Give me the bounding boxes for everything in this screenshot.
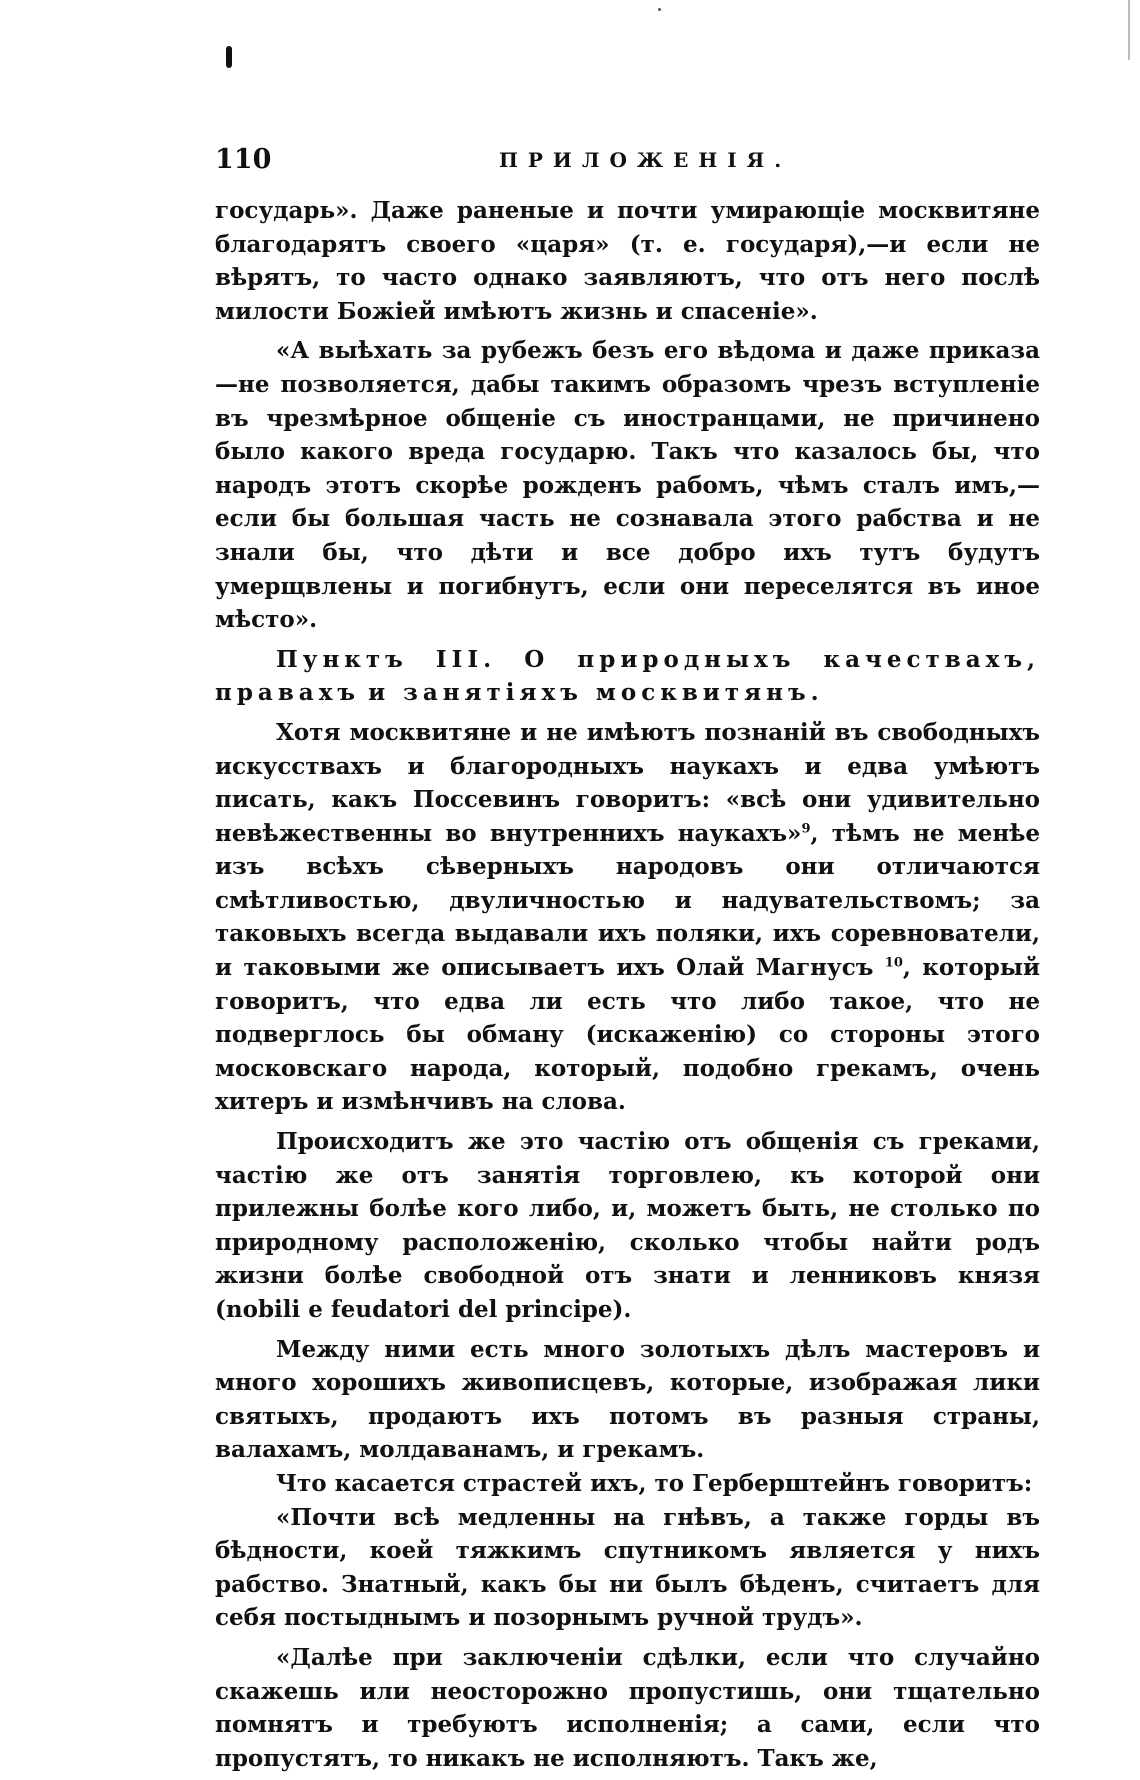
ink-mark [226,46,232,68]
paragraph-3 [215,716,1040,1119]
footnote-ref-10: 10 [884,955,903,971]
paragraph-8: «Далѣе при заключеніи сдѣлки, если что случайно скажешь или неосторожно пропустишь, они тщательно помнятъ и требуютъ исполненія; а сами, если что пропустятъ, то никакъ не исполняютъ. Такъ же, [215,1643,1040,1772]
paragraph-6: Что касается страстей ихъ, то Герберштейнъ говоритъ: [276,1469,1033,1497]
footnote-ref-9: 9 [801,821,811,837]
body-text [215,194,1040,1775]
scan-edge-line [1128,0,1130,60]
page-number: 110 [215,144,272,175]
running-head: ПРИЛОЖЕНІЯ. [499,148,792,172]
section-heading [215,643,1040,710]
paragraph-3-part-1: Хотя москвитяне и не имѣютъ познаній въ свободныхъ искусствахъ и благородныхъ наукахъ и едва умѣютъ писать, какъ Поссевинъ говоритъ: «всѣ они удивительно невѣжественны во внутреннихъ наукахъ» [215,718,1040,847]
paragraph-3-part-2: , тѣмъ не менѣе изъ всѣхъ сѣверныхъ народовъ они отличаются смѣтливостью, двуличностью и надувательствомъ; за таковыхъ всегда выдавали ихъ поляки, ихъ соревнователи, и таковыми же описываетъ ихъ Олай Магнусъ [215,819,1040,982]
paragraph-2: «А выѣхать за рубежъ безъ его вѣдома и даже приказа—не позволяется, дабы такимъ образомъ чрезъ вступленіе въ чрезмѣрное общеніе съ иностранцами, не причинено было какого вреда государю. Такъ что казалось бы, что народъ этотъ скорѣе рожденъ рабомъ, чѣмъ сталъ имъ,—если бы большая часть не сознавала этого рабства и не знали бы, что дѣти и все добро ихъ тутъ будутъ умерщвлены и погибнутъ, если они переселятся въ иное мѣсто». [215,337,1040,634]
paragraph-3-part-3: , который говоритъ, что едва ли есть что либо такое, что не подверглось бы обману (искаженію) со стороны этого московскаго народа, который, подобно грекамъ, очень хитеръ и измѣнчивъ на слова. [215,954,1041,1116]
paragraph-5: Между ними есть много золотыхъ дѣлъ мастеровъ и много хорошихъ живописцевъ, которые, изображая лики святыхъ, продаютъ ихъ потомъ въ разныя страны, валахамъ, молдаванамъ, и грекамъ. [215,1335,1040,1464]
paragraph-7: «Почти всѣ медленны на гнѣвъ, а также горды въ бѣдности, коей тяжкимъ спутникомъ является у нихъ рабство. Знатный, какъ бы ни былъ бѣденъ, считаетъ для себя постыднымъ и позорнымъ ручной трудъ». [215,1503,1040,1632]
paper-speck [658,8,661,11]
page-header [215,144,1040,180]
section-heading-line-2: и занятіяхъ москвитянъ. [368,679,824,707]
paragraph-4: Происходитъ же это частію отъ общенія съ греками, частію же отъ занятія торговлею, къ которой они прилежны болѣе кого либо, и, можетъ быть, не столько по природному расположенію, сколько чтобы найти родъ жизни болѣе свободной отъ знати и ленниковъ князя (nobili e feudatori del principe). [215,1128,1040,1323]
section-heading-line-1: Пунктъ III. О природныхъ качествахъ, правахъ [215,645,1040,707]
paragraph-1: государь». Даже раненые и почти умирающіе москвитяне благодарятъ своего «царя» (т. е. государя),—и если не вѣрятъ, то часто однако заявляютъ, что отъ него послѣ милости Божіей имѣютъ жизнь и спасеніе». [215,197,1040,325]
